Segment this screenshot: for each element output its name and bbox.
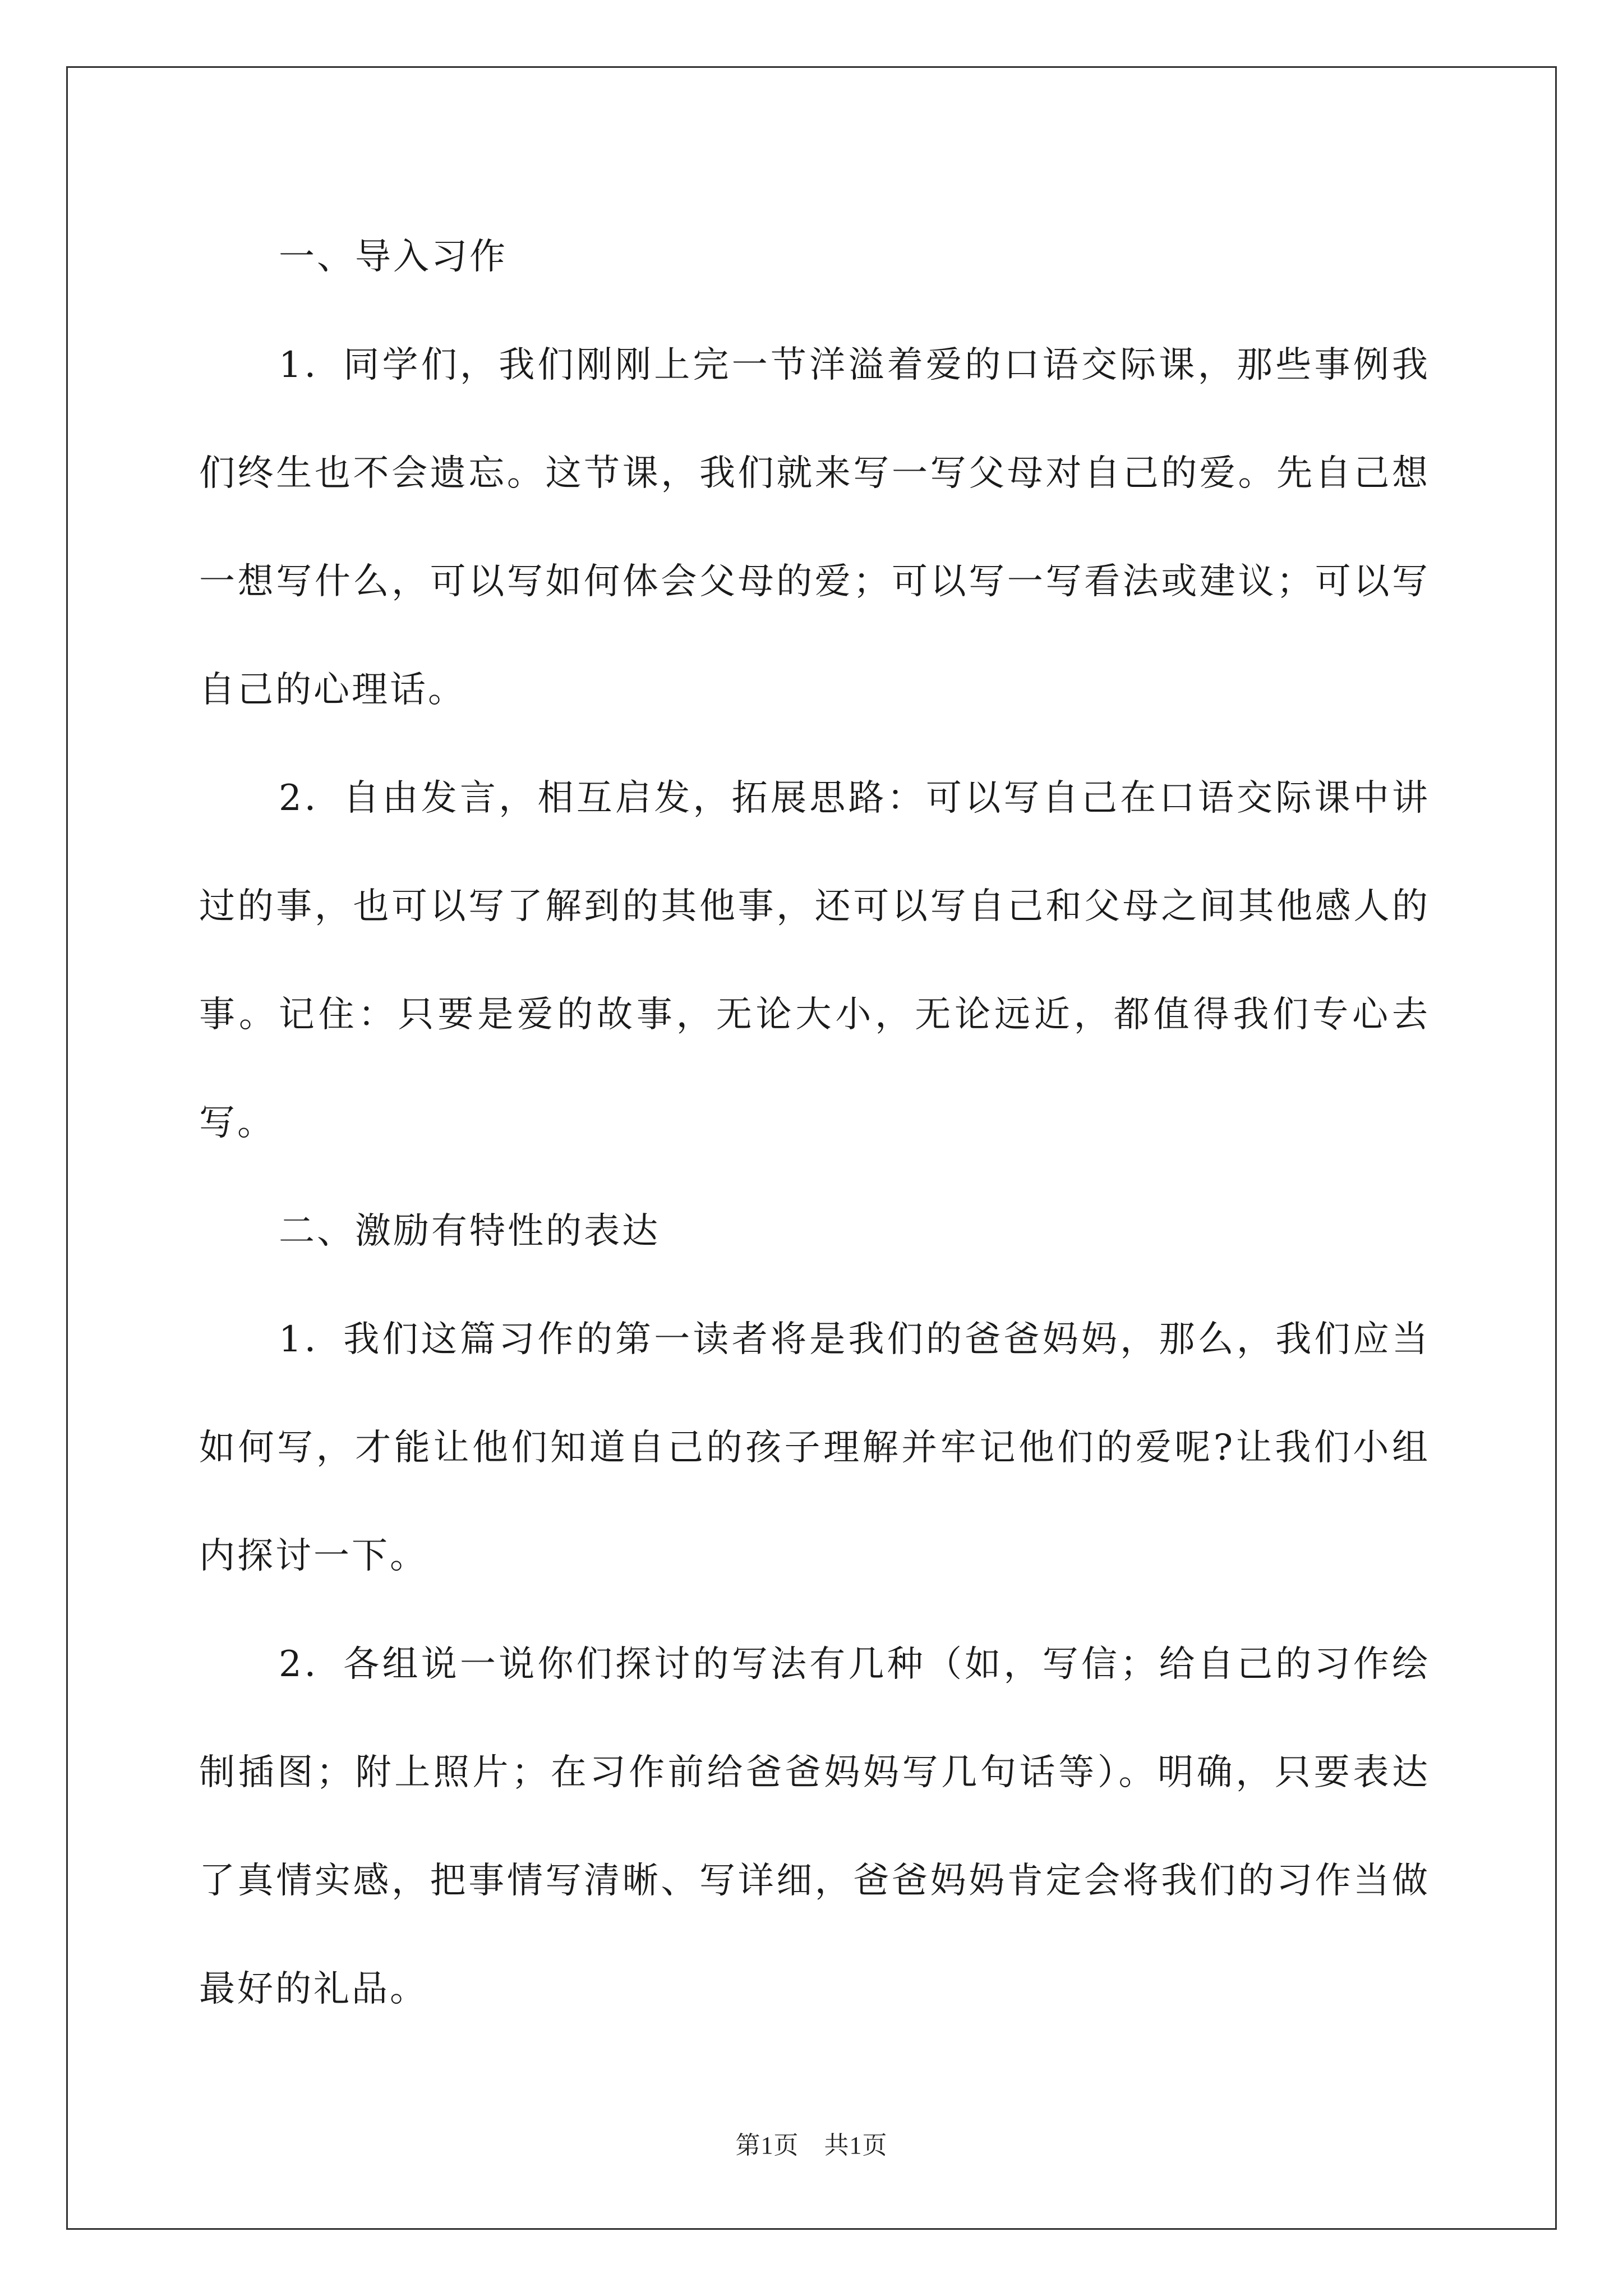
section-heading-expression: 二、激励有特性的表达: [279, 1211, 660, 1252]
paragraph-intro-2: 2．自由发言，相互启发，拓展思路：可以写自己在口语交际课中讲过的事，也可以写了解到的其他事，还可以写自己和父母之间其他感人的事。记住：只要是爱的故事，无论大小，无论远近，都值得我们专心去写。: [199, 777, 1430, 1144]
paragraph-intro-1: 1．同学们，我们刚刚上完一节洋溢着爱的口语交际课，那些事例我们终生也不会遗忘。这节课，我们就来写一写父母对自己的爱。先自己想一想写什么，可以写如何体会父母的爱；可以写一写看法或建议；可以写自己的心理话。: [199, 344, 1430, 711]
paragraph-expression-1: 1．我们这篇习作的第一读者将是我们的爸爸妈妈，那么，我们应当如何写，才能让他们知道自己的孩子理解并牢记他们的爱呢?让我们小组内探讨一下。: [199, 1319, 1430, 1577]
paragraph-expression-2: 2．各组说一说你们探讨的写法有几种（如，写信；给自己的习作绘制插图；附上照片；在习作前给爸爸妈妈写几句话等）。明确，只要表达了真情实感，把事情写清晰、写详细，爸爸妈妈肯定会将我们的习作当做最好的礼品。: [199, 1644, 1430, 2010]
page-number-footer: 第1页 共1页: [735, 2132, 888, 2159]
document-body: [199, 203, 1430, 2044]
section-heading-intro: 一、导入习作: [279, 236, 508, 278]
